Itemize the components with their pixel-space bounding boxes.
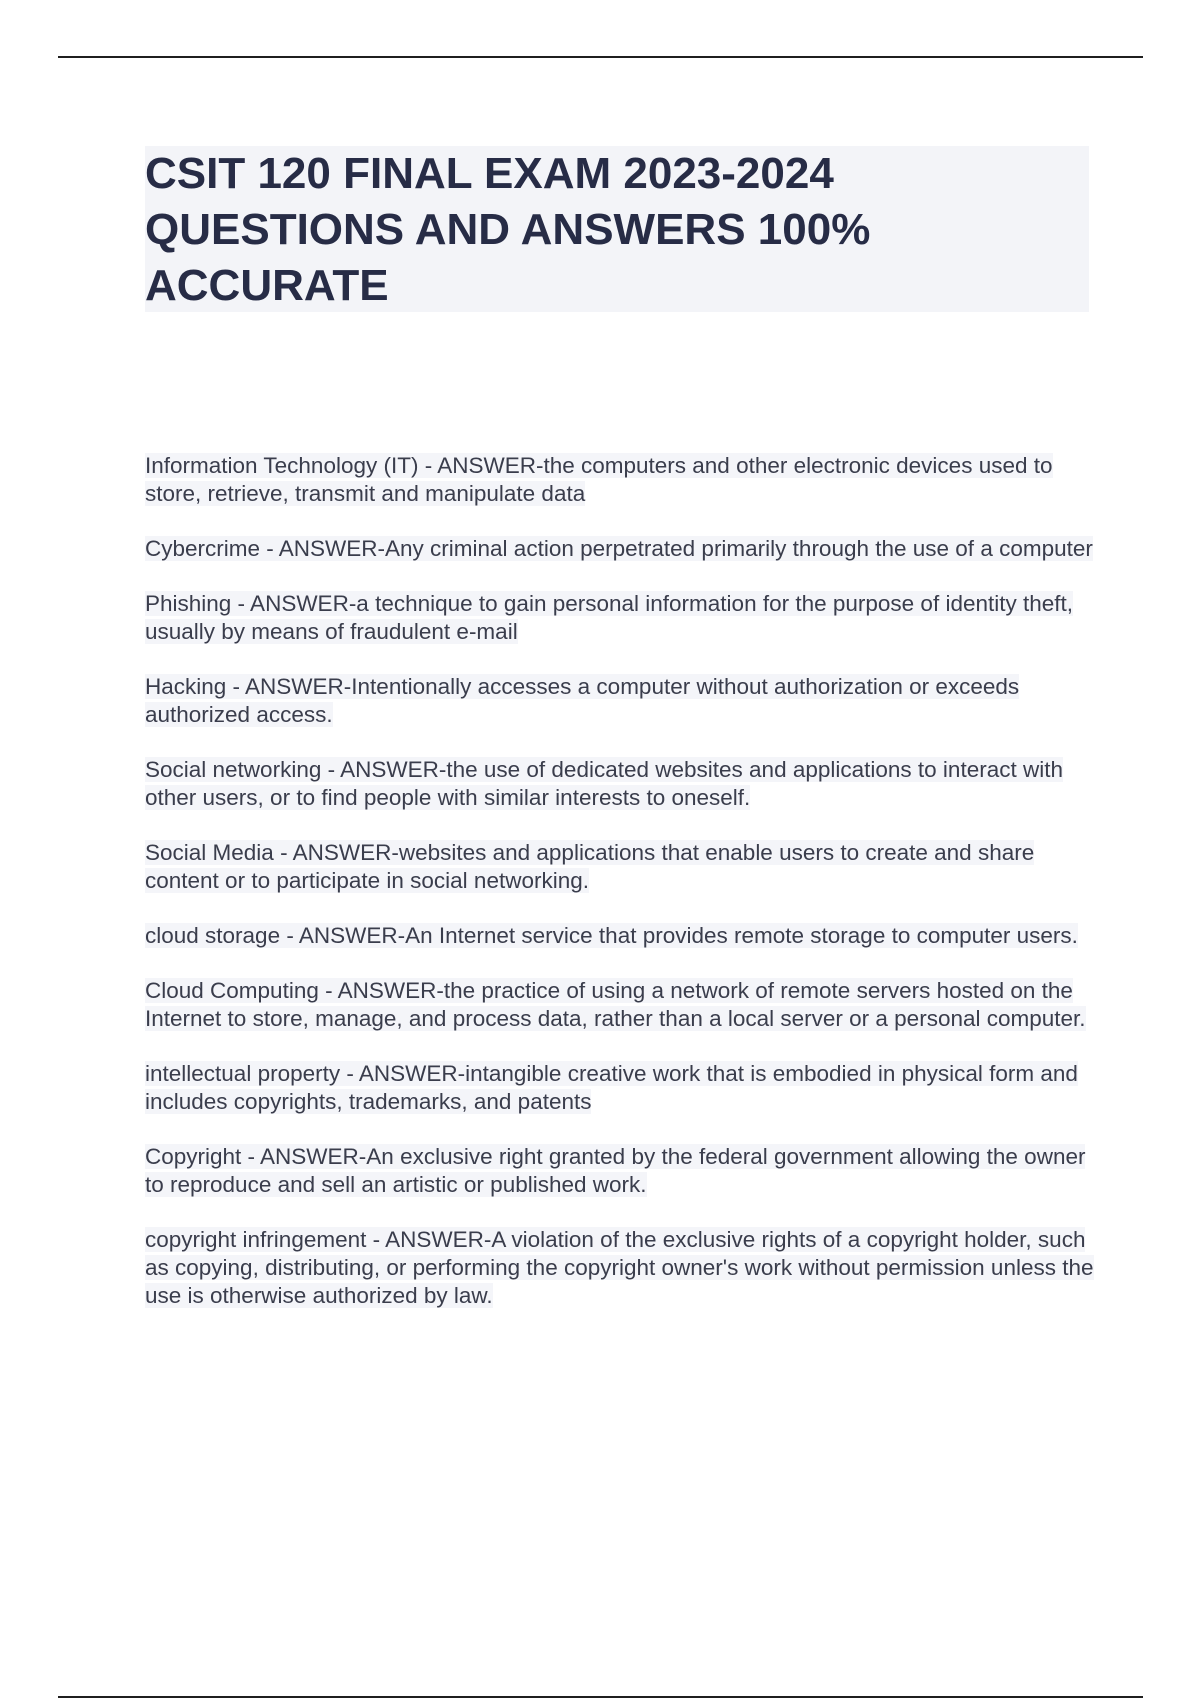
qa-item-social-networking (145, 756, 1095, 812)
qa-text: Information Technology (IT) - ANSWER-the computers and other electronic devices used to store, retrieve, transmit and manipulate data (145, 453, 1053, 506)
qa-item-intellectual-property (145, 1060, 1095, 1116)
footer-rule (58, 1696, 1143, 1698)
qa-item-cloud-computing (145, 977, 1095, 1033)
qa-text: Copyright - ANSWER-An exclusive right granted by the federal government allowing the owner to reproduce and sell an artistic or published work. (145, 1144, 1086, 1197)
qa-text: copyright infringement - ANSWER-A violation of the exclusive rights of a copyright holder, such as copying, distributing, or performing the copyright owner's work without permission unless the use is otherwise authorized by law. (145, 1227, 1094, 1308)
document-title: CSIT 120 FINAL EXAM 2023-2024 QUESTIONS AND ANSWERS 100% ACCURATE (145, 149, 871, 310)
qa-text: Social networking - ANSWER-the use of dedicated websites and applications to interact with other users, or to find people with similar interests to oneself. (145, 757, 1063, 810)
qa-text: intellectual property - ANSWER-intangible creative work that is embodied in physical form and includes copyrights, trademarks, and patents (145, 1061, 1078, 1114)
qa-item-social-media (145, 839, 1095, 895)
qa-item-hacking (145, 673, 1095, 729)
qa-item-copyright-infringement (145, 1226, 1095, 1310)
qa-list (145, 452, 1095, 1337)
qa-text: Phishing - ANSWER-a technique to gain personal information for the purpose of identity theft, usually by means of fraudulent e-mail (145, 591, 1074, 644)
qa-item-cybercrime (145, 535, 1095, 563)
qa-item-phishing (145, 590, 1095, 646)
qa-text: Cloud Computing - ANSWER-the practice of using a network of remote servers hosted on the Internet to store, manage, and process data, rather than a local server or a personal computer. (145, 978, 1086, 1031)
header-rule (58, 56, 1143, 58)
qa-text: Social Media - ANSWER-websites and applications that enable users to create and share content or to participate in social networking. (145, 840, 1035, 893)
qa-item-copyright (145, 1143, 1095, 1199)
qa-text: cloud storage - ANSWER-An Internet service that provides remote storage to computer users. (145, 923, 1078, 948)
qa-item-information-technology (145, 452, 1095, 508)
qa-text: Cybercrime - ANSWER-Any criminal action perpetrated primarily through the use of a computer (145, 536, 1093, 561)
qa-item-cloud-storage (145, 922, 1095, 950)
title-block (145, 146, 1089, 312)
qa-text: Hacking - ANSWER-Intentionally accesses a computer without authorization or exceeds authorized access. (145, 674, 1020, 727)
